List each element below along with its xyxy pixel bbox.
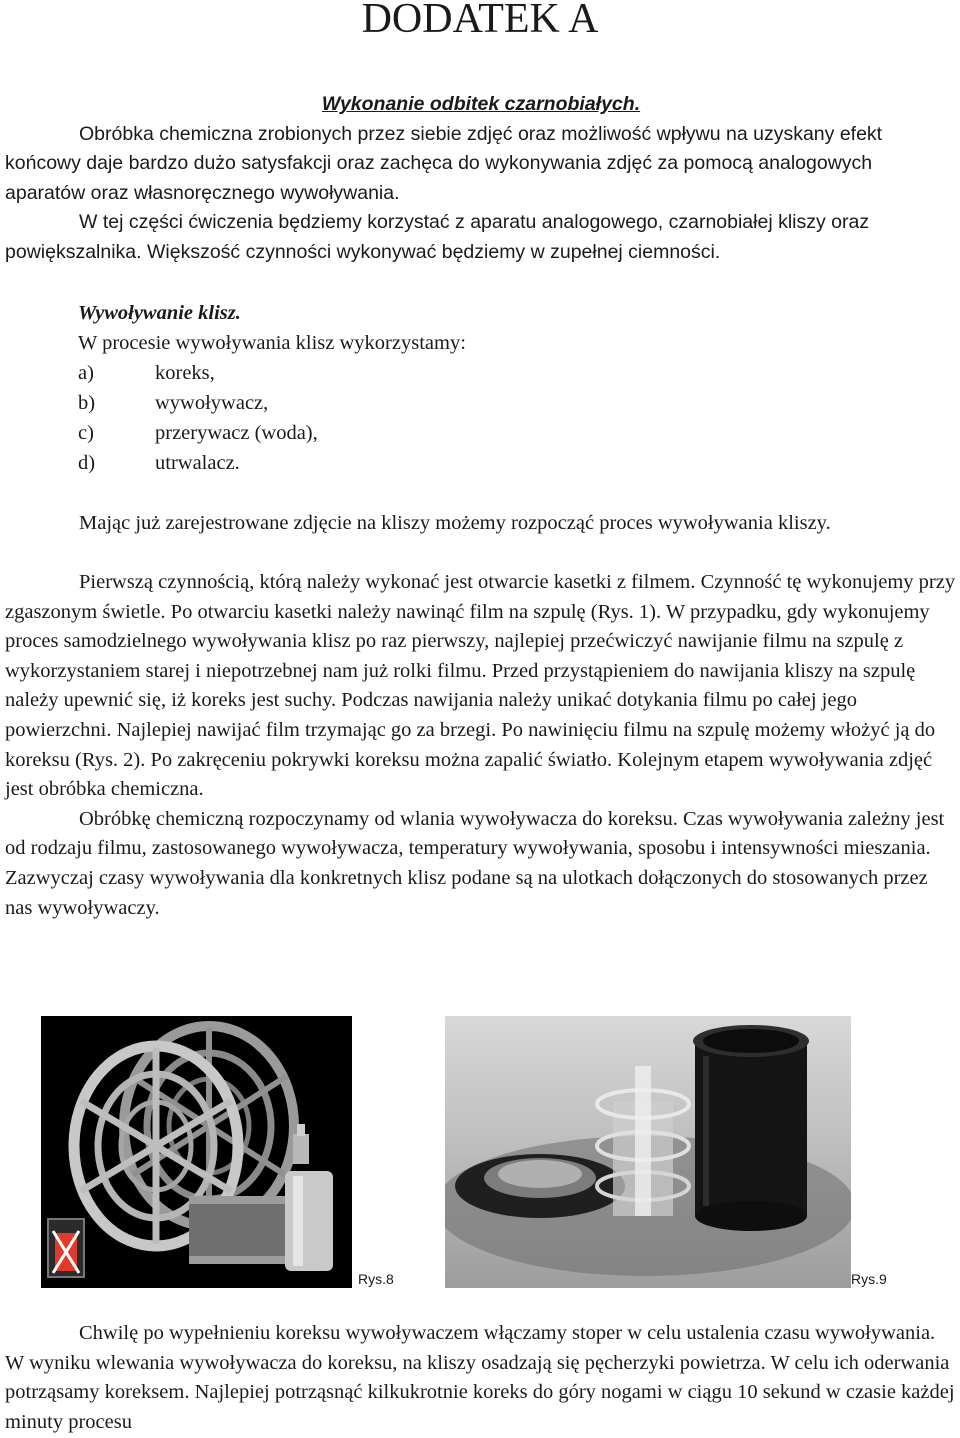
- list-item: [78, 359, 215, 389]
- list-item-label: b): [78, 392, 96, 414]
- list-item-text: przerywacz (woda),: [155, 422, 318, 444]
- list-item-label: c): [78, 422, 94, 444]
- list-item: [78, 419, 318, 449]
- list-item: [78, 389, 268, 419]
- intro-paragraph-2: W tej części ćwiczenia będziemy korzystać z aparatu analogowego, czarnobiałej kliszy oraz powiększalnika. Większość czynności wykonywać będziemy w zupełnej ciemności.: [5, 211, 870, 263]
- intro-paragraph-1: Obróbka chemiczna zrobionych przez siebie zdjęć oraz możliwość wpływu na uzyskany efekt końcowy daje bardzo dużo satysfakcji oraz zachęca do wykonywania zdjęć za pomocą analogowych aparatów oraz własnoręcznego wywoływania.: [5, 122, 883, 204]
- paragraph-end: Chwilę po wypełnieniu koreksu wywoływaczem włączamy stoper w celu ustalenia czasu wywoływania. W wyniku wlewania wywoływacza do koreksu, na kliszy osadzają się pęcherzyki powietrza. W celu ich oderwania potrząsamy koreksem. Najlepiej potrząsnąć kilkukrotnie koreks do góry nogami w ciągu 10 sekund w czasie każdej minuty procesu: [5, 1322, 955, 1433]
- figure-developing-tank-photo: [445, 1016, 851, 1288]
- section-heading-text: Wywoływanie klisz.: [78, 302, 241, 324]
- list-item-label: a): [78, 362, 94, 384]
- list-item: [78, 449, 240, 479]
- main-body: [5, 568, 957, 923]
- figure-1-caption: Rys.8: [358, 1271, 394, 1287]
- list-item-text: koreks,: [155, 362, 215, 384]
- paragraph-start: Mając już zarejestrowane zdjęcie na kliszy możemy rozpocząć proces wywoływania kliszy.: [79, 512, 831, 534]
- list-item-text: wywoływacz,: [155, 392, 269, 414]
- intro-section: [5, 90, 957, 268]
- list-item-text: utrwalacz.: [155, 452, 240, 474]
- section-heading: [78, 299, 958, 329]
- developing-tank-photo: [445, 1016, 851, 1288]
- list-intro: W procesie wywoływania klisz wykorzystamy:: [78, 332, 466, 354]
- figure-reel-illustration: [41, 1016, 352, 1288]
- list-item-label: d): [78, 452, 96, 474]
- paragraph-chemistry: Obróbkę chemiczną rozpoczynamy od wlania wywoływacza do koreksu. Czas wywoływania zależny jest od rodzaju filmu, zastosowanego wywoływacza, temperatury wywoływania, sposobu i intensywności mieszania. Zazwyczaj czasy wywoływania dla konkretnych klisz podane są na ulotkach dołączonych do stosowanych przez nas wywoływaczy.: [5, 807, 945, 919]
- figure-2-caption: Rys.9: [851, 1271, 887, 1287]
- subtitle: Wykonanie odbitek czarnobiałych.: [321, 93, 641, 115]
- reel-illustration: [41, 1016, 352, 1288]
- paragraph-process: Pierwszą czynnością, którą należy wykonać jest otwarcie kasetki z filmem. Czynność tę wykonujemy przy zgaszonym świetle. Po otwarciu kasetki należy nawinąć film na szpulę (Rys. 1). W przypadku, gdy wykonujemy proces samodzielnego wywoływania klisz po raz pierwszy, najlepiej przećwiczyć nawijanie filmu na szpulę z wykorzystaniem starej i niepotrzebnej nam już rolki filmu. Przed przystąpieniem do nawijania kliszy na szpulę należy upewnić się, iż koreks jest suchy. Podczas nawijania należy unikać dotykania filmu po całej jego powierzchni. Najlepiej nawijać film trzymając go za brzegi. Po nawinięciu filmu na szpulę możemy włożyć ją do koreksu (Rys. 2). Po zakręceniu pokrywki koreksu można zapalić światło. Kolejnym etapem wywoływania zdjęć jest obróbka chemiczna.: [5, 571, 956, 801]
- page-title: DODATEK A: [361, 0, 599, 42]
